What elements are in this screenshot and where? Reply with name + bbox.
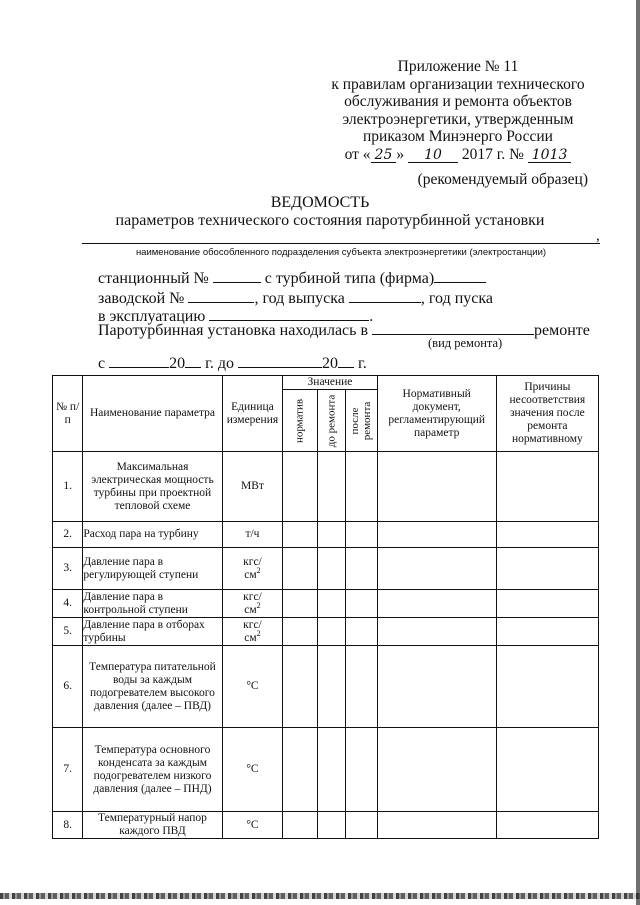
recommended-sample-note: (рекомендуемый образец) [417,171,588,188]
table-row [53,812,599,839]
station-no-label: станционный № [98,270,209,287]
period-from-year-blank[interactable] [185,353,201,368]
row-num: 1. [53,452,83,522]
year-made-label: , год выпуска [254,290,345,307]
appendix-line: приказом Минэнерго России [363,128,553,145]
table-row [53,548,599,590]
period-to-year: 20 [322,355,339,372]
appendix-line: обслуживания и ремонта объектов [344,93,572,110]
row-name: Давление пара в контрольной ступени [83,590,222,618]
cell-doc[interactable] [377,812,496,839]
document-subtitle: параметров технического состояния паротурбинной установки [115,212,545,229]
row-name: Максимальная электрическая мощность турбины при проектной тепловой схеме [83,452,222,522]
cell-doc[interactable] [377,646,496,728]
in-operation-label: в эксплуатацию [98,308,206,325]
subdivision-fill-line [82,243,600,244]
header-unit: Единица измерения [222,376,283,452]
date-month: 10 [408,148,458,163]
cell-doc[interactable] [377,618,496,646]
cell-norm[interactable] [283,452,318,522]
header-reasons: Причины несоответствия значения после ремонта нормативному [496,376,598,452]
row-unit-sup: 2 [256,600,261,610]
in-operation-blank[interactable] [209,306,369,321]
cell-before[interactable] [318,812,346,839]
header-before-cell [318,390,346,452]
row-name: Температура питательной воды за каждым подогревателем высокого давления (далее – ПВД) [83,646,222,728]
period-from-blank[interactable] [109,353,169,368]
row-name: Давление пара в отборах турбины [83,618,222,646]
period-from-year: 20 [169,355,186,372]
cell-reasons[interactable] [496,728,598,812]
row-name: Температурный напор каждого ПВД [83,812,222,839]
row-num: 8. [53,812,83,839]
parameters-table [52,375,599,839]
scan-edge-bottom [0,893,640,899]
period-to-year-blank[interactable] [338,353,354,368]
station-no-blank[interactable] [213,268,261,283]
row-name: Давление пара в регулирующей ступени [83,548,222,590]
cell-reasons[interactable] [496,522,598,548]
cell-reasons[interactable] [496,452,598,522]
row-num: 7. [53,728,83,812]
cell-before[interactable] [318,728,346,812]
cell-doc[interactable] [377,522,496,548]
cell-after[interactable] [346,452,377,522]
cell-doc[interactable] [377,452,496,522]
period-line [98,353,367,373]
repair-state-label: Паротурбинная установка находилась в [98,322,368,339]
row-num: 6. [53,646,83,728]
row-num: 2. [53,522,83,548]
header-value: Значение [283,376,377,390]
row-num: 3. [53,548,83,590]
cell-norm[interactable] [283,646,318,728]
turbine-type-label: с турбиной типа (фирма) [264,270,435,287]
cell-doc[interactable] [377,590,496,618]
cell-reasons[interactable] [496,590,598,618]
period-year-suffix: г. [358,355,367,372]
table-row [53,728,599,812]
factory-line [98,288,493,308]
appendix-line: к правилам организации технического [331,75,585,93]
repair-word: ремонте [534,322,590,339]
row-unit-sup: 2 [256,628,261,638]
row-unit-tail: см [244,568,257,581]
repair-type-blank[interactable] [372,320,534,335]
cell-norm[interactable] [283,548,318,590]
cell-before[interactable] [318,548,346,590]
row-unit: °С [222,728,283,812]
row-num: 4. [53,590,83,618]
subdivision-caption: наименование обособленного подразделения субъекта электроэнергетики (электростанции) [135,247,547,258]
cell-after[interactable] [346,618,377,646]
header-normative-doc: Нормативный документ, регламентирующий параметр [377,376,496,452]
cell-before[interactable] [318,590,346,618]
cell-after[interactable] [346,728,377,812]
cell-reasons[interactable] [496,618,598,646]
appendix-line: электроэнергетики, утвержденным [342,110,574,128]
date-sep: » [396,145,405,163]
year-start-label: , год пуска [420,290,494,307]
row-unit-sup: 2 [256,565,261,575]
cell-norm[interactable] [283,590,318,618]
header-after: после ремонта [349,401,374,440]
header-before: до ремонта [325,394,338,447]
cell-doc[interactable] [377,548,496,590]
in-operation-period: . [369,308,374,325]
period-to-label: г. до [205,355,235,372]
cell-before[interactable] [318,646,346,728]
cell-doc[interactable] [377,728,496,812]
header-norm-cell [283,390,318,452]
cell-norm[interactable] [283,522,318,548]
row-unit-tail: см [244,603,257,616]
order-number: 1013 [528,148,572,163]
row-unit: кгс/ [243,555,262,568]
appendix-title: Приложение № 11 [397,58,519,75]
subdivision-comma: , [596,228,600,244]
row-unit-cell [222,548,283,590]
cell-after[interactable] [346,590,377,618]
factory-no-label: заводской № [98,290,185,307]
repair-type-caption: (вид ремонта) [428,336,503,350]
cell-after[interactable] [346,522,377,548]
year-made-blank[interactable] [349,288,421,303]
cell-norm[interactable] [283,812,318,839]
order-date-line [328,146,588,164]
date-year: 2017 г. № [461,145,524,163]
row-name: Расход пара на турбину [83,522,222,548]
row-unit: кгс/ [243,618,262,631]
header-name: Наименование параметра [83,376,222,452]
cell-reasons[interactable] [496,548,598,590]
row-unit-cell [222,618,283,646]
header-row [53,376,599,390]
cell-reasons[interactable] [496,646,598,728]
cell-reasons[interactable] [496,812,598,839]
period-from-label: с [98,355,106,372]
header-after-cell [346,390,377,452]
row-unit: °С [222,646,283,728]
date-day: 25 [371,148,397,163]
cell-before[interactable] [318,618,346,646]
row-unit: т/ч [222,522,283,548]
cell-after[interactable] [346,548,377,590]
row-unit: кгс/ [243,590,262,603]
cell-norm[interactable] [283,728,318,812]
table-row [53,618,599,646]
row-unit: °С [222,812,283,839]
appendix-block [328,58,588,163]
cell-before[interactable] [318,452,346,522]
factory-no-blank[interactable] [188,288,254,303]
repair-line [98,320,590,340]
table-row [53,452,599,522]
table-row [53,646,599,728]
period-to-blank[interactable] [238,353,322,368]
row-unit: МВт [222,452,283,522]
cell-norm[interactable] [283,618,318,646]
row-unit-tail: см [244,631,257,644]
row-name: Температура основного конденсата за каждым подогревателем низкого давления (далее – ПНД) [83,728,222,812]
station-line [98,268,486,288]
turbine-type-blank[interactable] [434,268,486,283]
header-norm: норматив [293,398,306,443]
row-unit-cell [222,590,283,618]
header-num: № п/п [53,376,83,452]
cell-after[interactable] [346,646,377,728]
date-prefix: от « [344,145,371,163]
document-title: ВЕДОМОСТЬ [270,194,370,211]
table-row [53,522,599,548]
scan-edge-right [636,0,640,905]
cell-before[interactable] [318,522,346,548]
row-num: 5. [53,618,83,646]
table-row [53,590,599,618]
cell-after[interactable] [346,812,377,839]
